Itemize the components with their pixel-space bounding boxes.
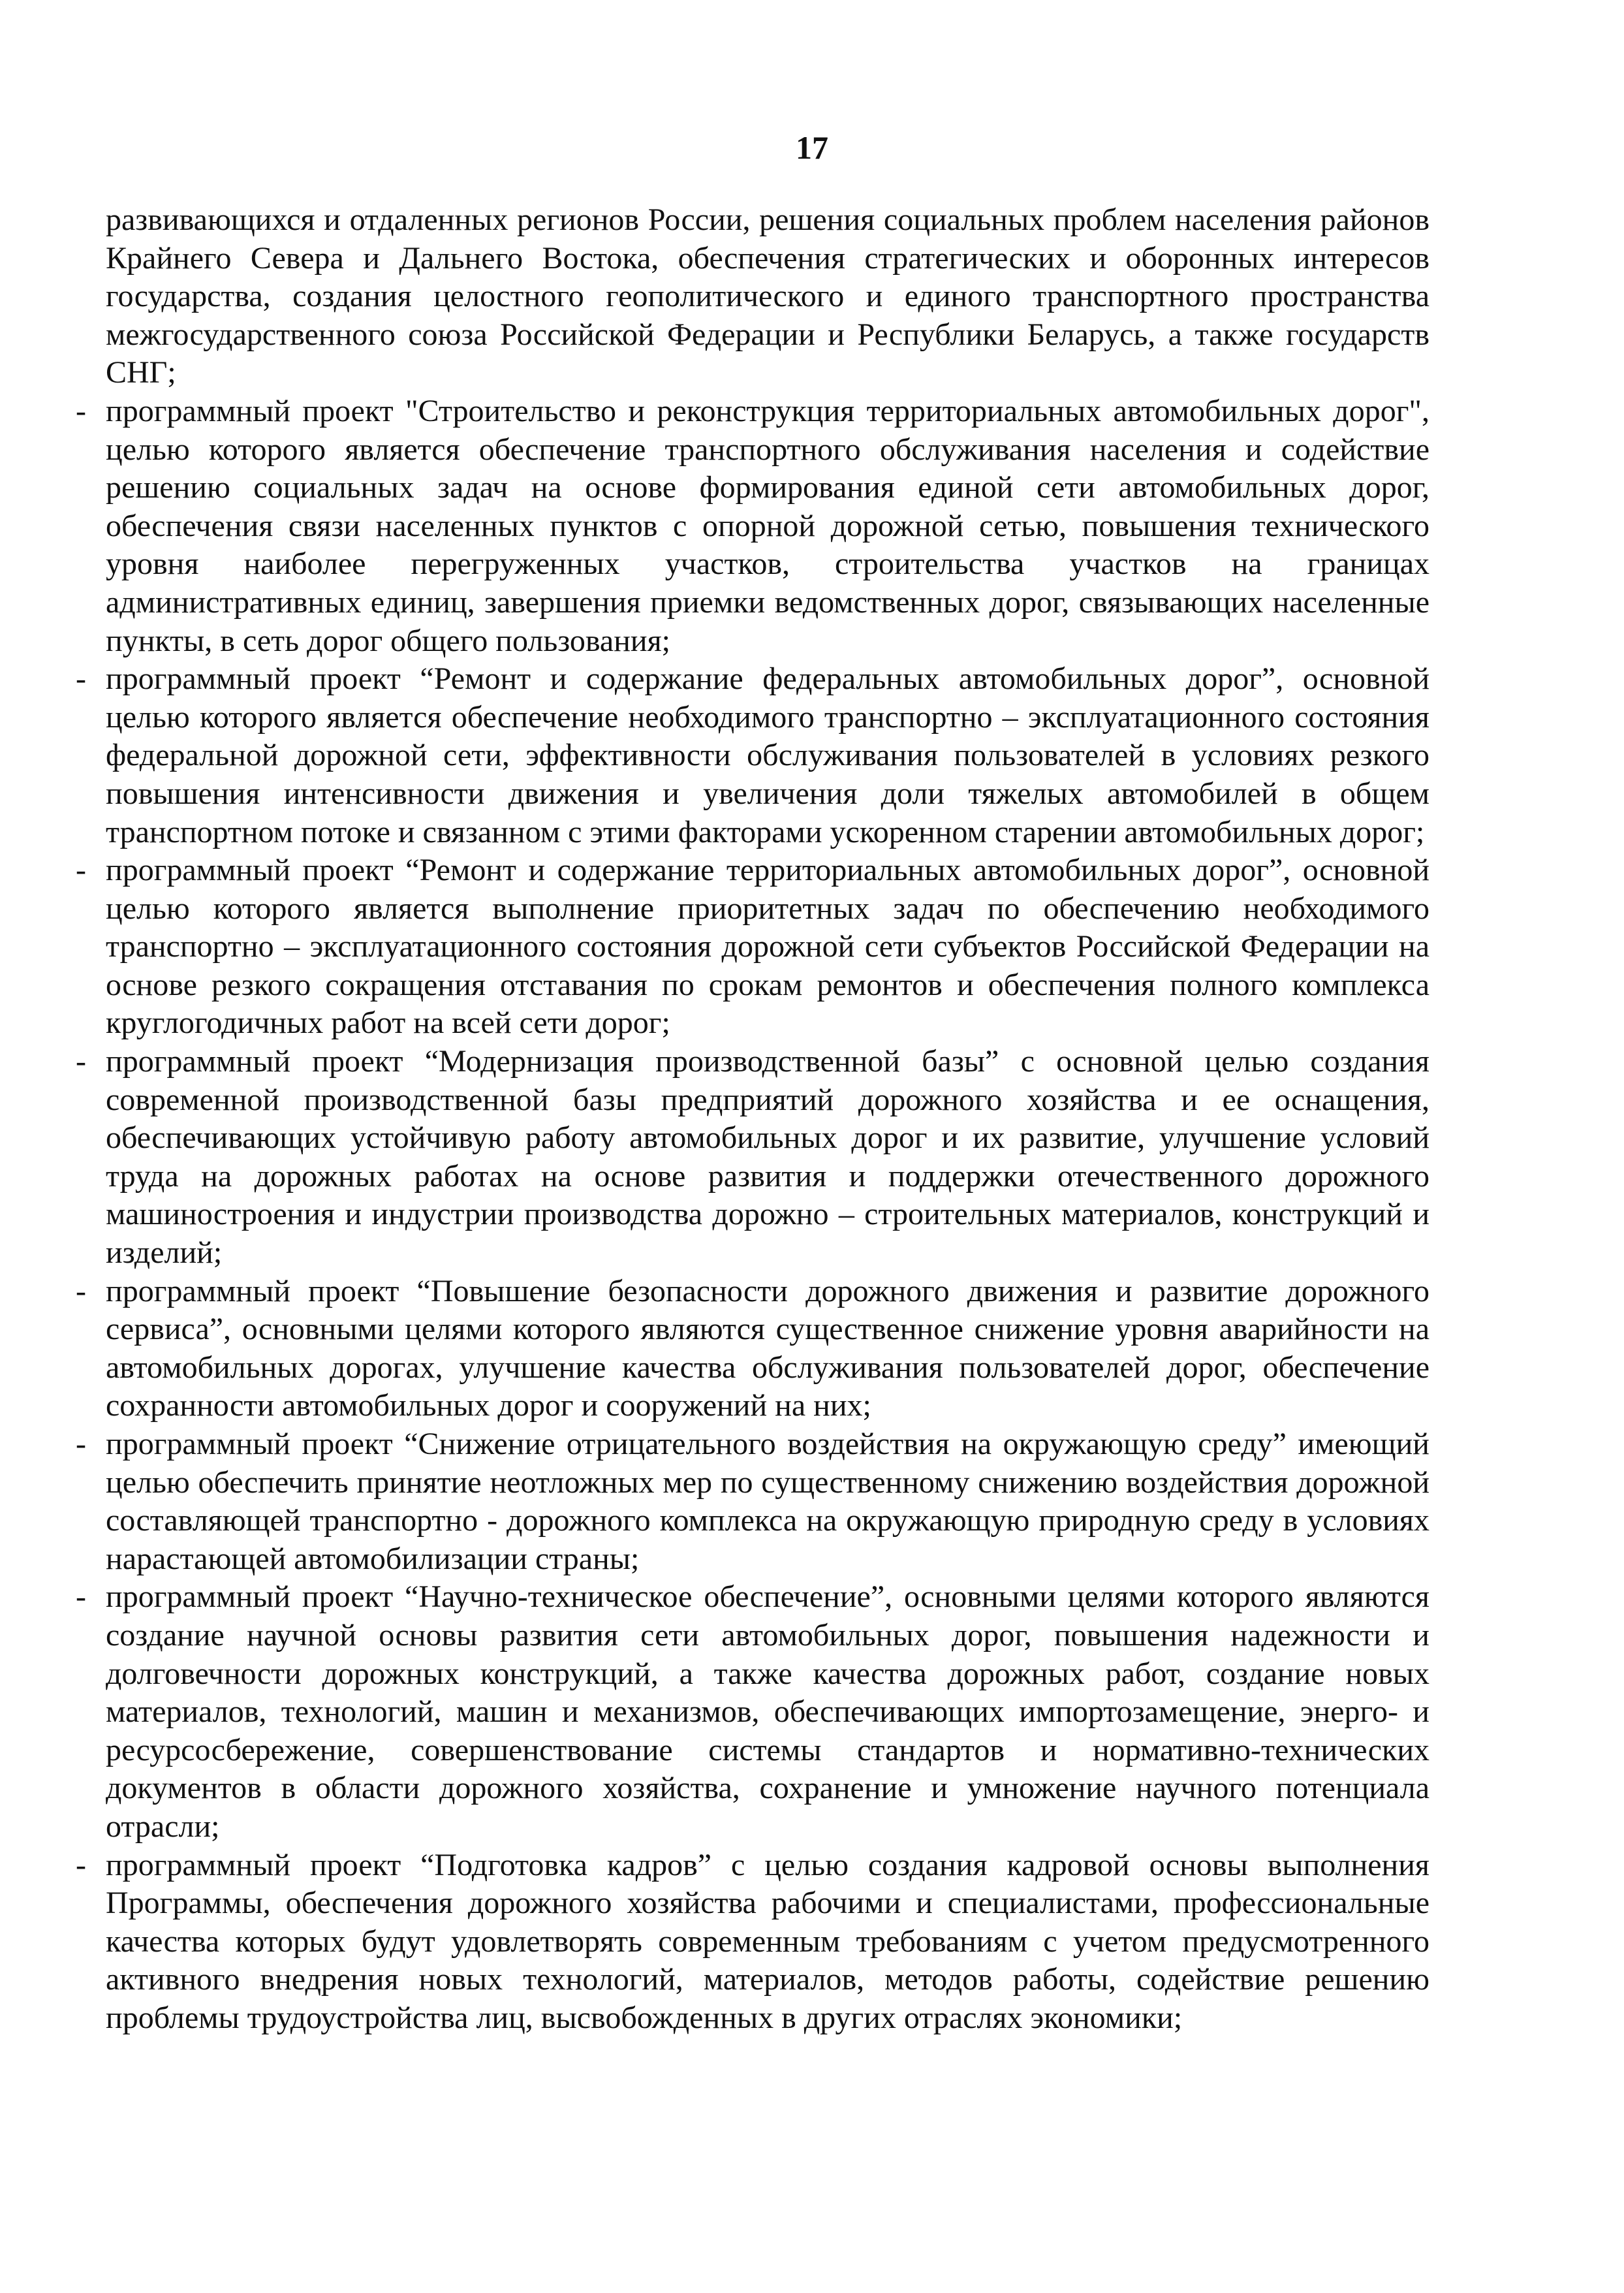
list-item-text: программный проект “Повышение безопасности дорожного движения и развитие дорожного сервиса”, основными целями которого являются существенное снижение уровня аварийности на автомобильных дорогах, улучшение качества обслуживания пользователей дорог, обеспечение сохранности автомобильных дорог и сооружений на них; (106, 1273, 1429, 1423)
list-item (76, 1578, 1429, 1846)
list-item-text: программный проект “Подготовка кадров” с целью создания кадровой основы выполнения Программы, обеспечения дорожного хозяйства рабочими и специалистами, профессиональные качества которых будут удовлетворять современным требованиям с учетом предусмотренного активного внедрения новых технологий, материалов, методов работы, содействие решению проблемы трудоустройства лиц, высвобожденных в других отраслях экономики; (106, 1847, 1429, 2035)
list-item (76, 851, 1429, 1043)
list-item-text: программный проект "Строительство и реконструкция территориальных автомобильных дорог", целью которого является обеспечение транспортного обслуживания населения и содействие решению социальных задач на основе формирования единой сети автомобильных дорог, обеспечения связи населенных пунктов с опорной дорожной сетью, повышения технического уровня наиболее перегруженных участков, строительства участков на границах административных единиц, завершения приемки ведомственных дорог, связывающих населенные пункты, в сеть дорог общего пользования; (106, 393, 1429, 658)
page-body (76, 201, 1429, 2038)
page-number: 17 (796, 129, 828, 166)
bullet-dash: - (76, 1427, 86, 1461)
bullet-dash: - (76, 1044, 86, 1079)
bullet-dash: - (76, 853, 86, 888)
bullet-dash: - (76, 393, 86, 428)
list-item (76, 1043, 1429, 1273)
list-item-text: программный проект “Ремонт и содержание федеральных автомобильных дорог”, основной целью которого является обеспечение необходимого транспортно – эксплуатационного состояния федеральной дорожной сети, эффективности обслуживания пользователей в условиях резкого повышения интенсивности движения и увеличения доли тяжелых автомобилей в общем транспортном потоке и связанном с этими факторами ускоренном старении автомобильных дорог; (106, 661, 1429, 849)
list-item (76, 1425, 1429, 1578)
list-item-text: программный проект “Научно-техническое обеспечение”, основными целями которого являются создание научной основы развития сети автомобильных дорог, повышения надежности и долговечности дорожных конструкций, а также качества дорожных работ, создание новых материалов, технологий, машин и механизмов, обеспечивающих импортозамещение, энерго- и ресурсосбережение, совершенствование системы стандартов и нормативно-технических документов в области дорожного хозяйства, сохранение и умножение научного потенциала отрасли; (106, 1579, 1429, 1844)
list-item (76, 1846, 1429, 2038)
list-item (76, 660, 1429, 851)
bullet-dash: - (76, 1847, 86, 1882)
list-item-text: программный проект “Модернизация производственной базы” с основной целью создания современной производственной базы предприятий дорожного хозяйства и ее оснащения, обеспечивающих устойчивую работу автомобильных дорог и их развитие, улучшение условий труда на дорожных работах на основе развития и поддержки отечественного дорожного машиностроения и индустрии производства дорожно – строительных материалов, конструкций и изделий; (106, 1044, 1429, 1271)
list-item-text: программный проект “Ремонт и содержание территориальных автомобильных дорог”, основной целью которого является выполнение приоритетных задач по обеспечению необходимого транспортно – эксплуатационного состояния дорожной сети субъектов Российской Федерации на основе резкого сокращения отставания по срокам ремонтов и обеспечения полного комплекса круглогодичных работ на всей сети дорог; (106, 853, 1429, 1041)
list-item (76, 392, 1429, 660)
list-item-text: программный проект “Снижение отрицательного воздействия на окружающую среду” имеющий целью обеспечить принятие неотложных мер по существенному снижению воздействия дорожной составляющей транспортно - дорожного комплекса на окружающую природную среду в условиях нарастающей автомобилизации страны; (106, 1427, 1429, 1576)
bullet-dash: - (76, 661, 86, 697)
list-item (76, 1273, 1429, 1425)
intro-paragraph: развивающихся и отдаленных регионов России, решения социальных проблем населения районов Крайнего Севера и Дальнего Востока, обеспечения стратегических и оборонных интересов государства, создания целостного геополитического и единого транспортного пространства межгосударственного союза Российской Федерации и Республики Беларусь, а также государств СНГ; (106, 202, 1429, 390)
bullet-dash: - (76, 1273, 86, 1308)
bullet-dash: - (76, 1579, 86, 1615)
